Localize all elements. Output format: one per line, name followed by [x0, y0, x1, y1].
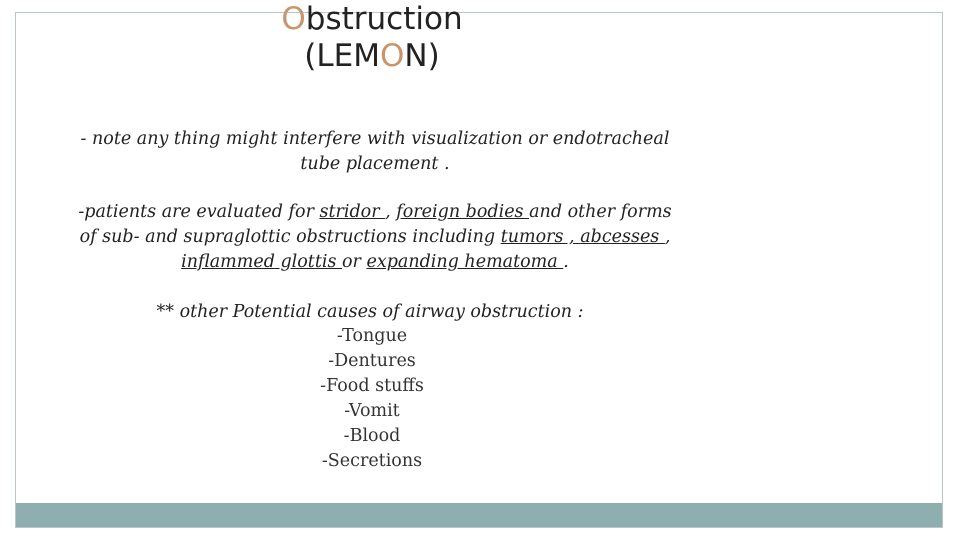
cause-item: -Secretions	[321, 451, 423, 471]
cause-item: -Vomit	[344, 401, 400, 421]
term-separator: ,	[563, 227, 581, 247]
title-acronym-accent: O	[380, 38, 405, 74]
title-text: bstruction	[305, 1, 463, 37]
title-line-2	[272, 38, 472, 75]
slide-title	[272, 1, 472, 75]
evaluation-text: ,	[664, 227, 671, 247]
causes-list	[272, 324, 472, 474]
term-stridor: stridor	[319, 202, 386, 222]
term-inflammed-glottis: inflammed glottis	[181, 252, 342, 272]
evaluation-text: and other forms	[529, 202, 672, 222]
note-line-2: tube placement .	[300, 154, 450, 174]
title-acronym-suffix: N)	[404, 38, 440, 74]
evaluation-text: of sub- and supraglottic obstructions including	[79, 227, 501, 247]
evaluation-text: ,	[385, 202, 397, 222]
cause-item: -Food stuffs	[320, 376, 424, 396]
evaluation-text: -patients are evaluated for	[78, 202, 320, 222]
causes-heading: ** other Potential causes of airway obstruction :	[156, 302, 584, 322]
note-paragraph	[20, 127, 730, 177]
cause-item: -Dentures	[328, 351, 416, 371]
term-tumors: tumors	[500, 227, 564, 247]
cause-item: -Blood	[343, 426, 401, 446]
evaluation-line-2	[20, 225, 730, 250]
term-abcesses: abcesses	[580, 227, 665, 247]
title-accent-letter: O	[281, 1, 306, 37]
term-expanding-hematoma: expanding hematoma	[366, 252, 564, 272]
title-line-1	[272, 1, 472, 38]
footer-bar	[16, 503, 942, 527]
note-line-1: - note any thing might interfere with visualization or endotracheal	[80, 129, 670, 149]
term-foreign-bodies: foreign bodies	[396, 202, 530, 222]
evaluation-line-3	[20, 250, 730, 275]
cause-item: -Tongue	[336, 326, 408, 346]
evaluation-text: or	[342, 252, 367, 272]
evaluation-line-1	[20, 200, 730, 225]
evaluation-paragraph	[20, 200, 730, 275]
evaluation-text: .	[563, 252, 569, 272]
title-acronym-prefix: (LEM	[304, 38, 380, 74]
